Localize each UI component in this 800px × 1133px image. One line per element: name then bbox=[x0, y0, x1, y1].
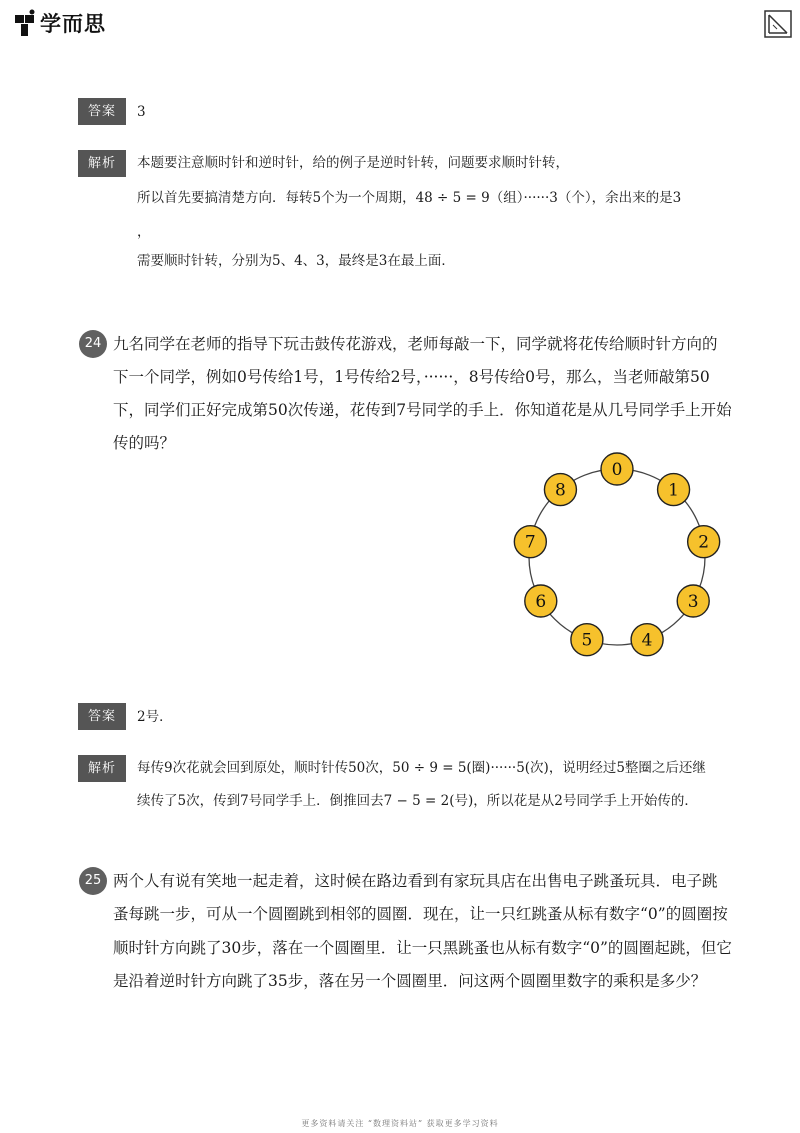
answer-tag: 答案 bbox=[78, 703, 126, 730]
answer-text: 2号． bbox=[137, 709, 173, 725]
analysis-line: 所以首先要搞清楚方向．每转5个为一个周期，48 ÷ 5 = 9（组）······3（个），余出来的是3 bbox=[137, 190, 682, 206]
ruler-corner-icon bbox=[764, 10, 792, 38]
analysis-line: 续传了5次，传到7号同学手上．倒推回去7 − 5 = 2(号)，所以花是从2号同学手上开始传的． bbox=[137, 793, 698, 809]
ring-node-label: 8 bbox=[555, 480, 566, 501]
ring-node bbox=[514, 526, 546, 558]
circle-ring-diagram bbox=[505, 452, 730, 662]
footer-note: 更多资料请关注 “数理资料站” 获取更多学习资料 bbox=[301, 1119, 499, 1128]
ring-node bbox=[658, 474, 690, 506]
ring-node-label: 7 bbox=[524, 532, 536, 553]
analysis-line: 本题要注意顺时针和逆时针，给的例子是逆时针转，问题要求顺时针转， bbox=[137, 155, 569, 171]
question-line: 下，同学们正好完成第50次传递，花传到7号同学的手上．你知道花是从几号同学手上开始 bbox=[113, 401, 732, 419]
answer-text: 3 bbox=[137, 104, 146, 120]
brand-mark-icon bbox=[14, 9, 36, 37]
ring-node-label: 5 bbox=[581, 630, 593, 651]
ring-node bbox=[544, 474, 576, 506]
brand-logo bbox=[14, 8, 106, 38]
ring-node bbox=[677, 585, 709, 617]
question-line: 蚤每跳一步，可从一个圆圈跳到相邻的圆圈．现在，让一只红跳蚤从标有数字“0”的圆圈按 bbox=[113, 905, 728, 923]
ring-node-label: 1 bbox=[668, 480, 679, 501]
ring-node-label: 6 bbox=[535, 592, 547, 612]
question-line: 九名同学在老师的指导下玩击鼓传花游戏，老师每敲一下，同学就将花传给顺时针方向的 bbox=[113, 335, 718, 353]
question-number-badge: 24 bbox=[79, 330, 107, 358]
ring-node bbox=[601, 453, 633, 485]
question-line: 下一个同学，例如0号传给1号，1号传给2号，······，8号传给0号，那么，当老师敲第50 bbox=[113, 368, 710, 386]
ring-node bbox=[688, 526, 720, 558]
ring-node bbox=[631, 624, 663, 656]
question-number-badge: 25 bbox=[79, 867, 107, 895]
brand-name: 学而思 bbox=[40, 12, 106, 36]
question-line: 顺时针方向跳了30步，落在一个圆圈里．让一只黑跳蚤也从标有数字“0”的圆圈起跳，但它 bbox=[113, 939, 732, 957]
ring-node-label: 4 bbox=[641, 630, 653, 651]
analysis-line: ， bbox=[137, 224, 151, 240]
ring-node-label: 2 bbox=[698, 532, 710, 553]
analysis-tag: 解析 bbox=[78, 755, 126, 782]
question-line: 是沿着逆时针方向跳了35步，落在另一个圆圈里．问这两个圆圈里数字的乘积是多少？ bbox=[113, 972, 707, 990]
analysis-tag: 解析 bbox=[78, 150, 126, 177]
question-line: 两个人有说有笑地一起走着，这时候在路边看到有家玩具店在出售电子跳蚤玩具．电子跳 bbox=[113, 872, 718, 890]
ring-node bbox=[571, 624, 603, 656]
ring-node bbox=[525, 585, 557, 617]
question-line: 传的吗？ bbox=[113, 434, 176, 452]
ring-node-label: 3 bbox=[687, 592, 699, 612]
answer-tag: 答案 bbox=[78, 98, 126, 125]
analysis-line: 每传9次花就会回到原处，顺时针传50次，50 ÷ 9 = 5(圈)······5(次)，说明经过5整圈之后还继 bbox=[137, 760, 706, 776]
analysis-line: 需要顺时针转，分别为5、4、3，最终是3在最上面． bbox=[137, 253, 455, 269]
ring-node-label: 0 bbox=[611, 460, 623, 480]
